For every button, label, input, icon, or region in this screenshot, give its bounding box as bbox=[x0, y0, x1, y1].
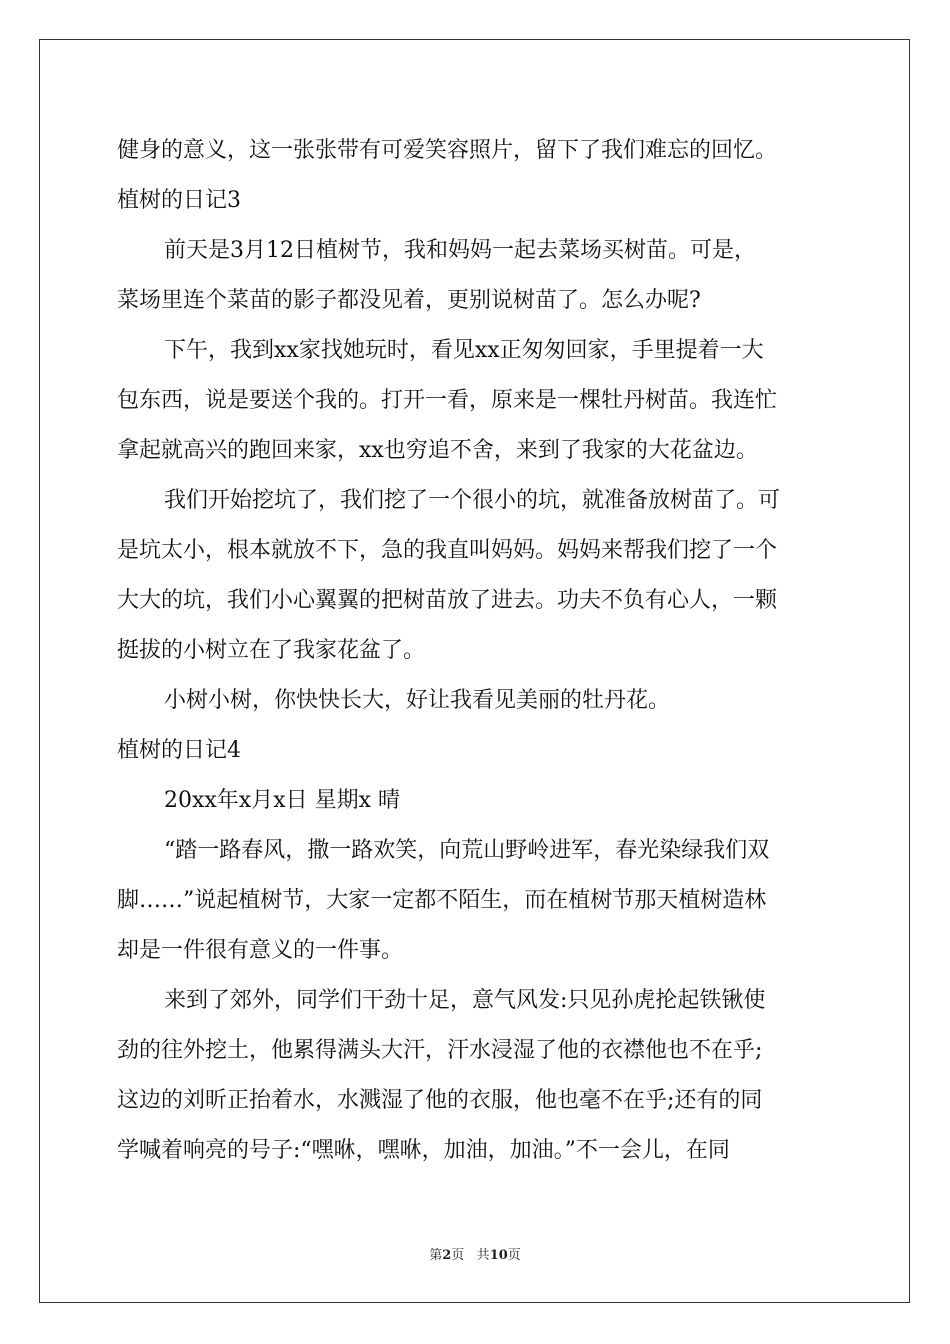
body-line: 来到了郊外，同学们干劲十足，意气风发:只见孙虎抡起铁锹使 bbox=[164, 988, 766, 1013]
page-number: 2 bbox=[442, 1248, 452, 1263]
total-suffix: 页 bbox=[507, 1248, 521, 1263]
body-line: 学喊着响亮的号子:“嘿咻，嘿咻，加油，加油。”不一会儿，在同 bbox=[117, 1138, 730, 1163]
body-line: 小树小树，你快快长大，好让我看见美丽的牡丹花。 bbox=[164, 688, 671, 713]
body-line: 劲的往外挖土，他累得满头大汗，汗水浸湿了他的衣襟他也不在乎; bbox=[117, 1038, 763, 1063]
page-prefix: 第 bbox=[429, 1248, 443, 1263]
body-line: 这边的刘昕正抬着水，水溅湿了他的衣服，他也毫不在乎;还有的同 bbox=[117, 1088, 763, 1113]
total-pages: 10 bbox=[489, 1248, 508, 1263]
body-line: 健身的意义，这一张张带有可爱笑容照片，留下了我们难忘的回忆。 bbox=[117, 138, 778, 163]
page-footer bbox=[0, 1244, 950, 1263]
body-line: 菜场里连个菜苗的影子都没见着，更别说树苗了。怎么办呢? bbox=[117, 288, 701, 313]
body-line: 下午，我到xx家找她玩时，看见xx正匆匆回家，手里提着一大 bbox=[164, 338, 764, 363]
total-prefix: 共 bbox=[476, 1248, 490, 1263]
section-heading: 植树的日记3 bbox=[117, 188, 241, 213]
body-line: 前天是3月12日植树节，我和妈妈一起去菜场买树苗。可是， bbox=[164, 238, 756, 263]
body-line: “踏一路春风，撒一路欢笑，向荒山野岭进军，春光染绿我们双 bbox=[164, 838, 770, 863]
body-line: 脚……”说起植树节，大家一定都不陌生，而在植树节那天植树造林 bbox=[117, 888, 767, 913]
body-line: 却是一件很有意义的一件事。 bbox=[117, 938, 404, 963]
body-line: 我们开始挖坑了，我们挖了一个很小的坑，就准备放树苗了。可 bbox=[164, 488, 781, 513]
body-line: 包东西，说是要送个我的。打开一看，原来是一棵牡丹树苗。我连忙 bbox=[117, 388, 778, 413]
section-heading: 植树的日记4 bbox=[117, 738, 241, 763]
page-suffix: 页 bbox=[451, 1248, 465, 1263]
body-line: 拿起就高兴的跑回来家，xx也穷追不舍，来到了我家的大花盆边。 bbox=[117, 438, 758, 463]
body-line: 挺拔的小树立在了我家花盆了。 bbox=[117, 638, 426, 663]
date-line: 20xx年x月x日 星期x 晴 bbox=[164, 788, 401, 813]
body-line: 大大的坑，我们小心翼翼的把树苗放了进去。功夫不负有心人，一颗 bbox=[117, 588, 778, 613]
body-line: 是坑太小，根本就放不下，急的我直叫妈妈。妈妈来帮我们挖了一个 bbox=[117, 538, 778, 563]
